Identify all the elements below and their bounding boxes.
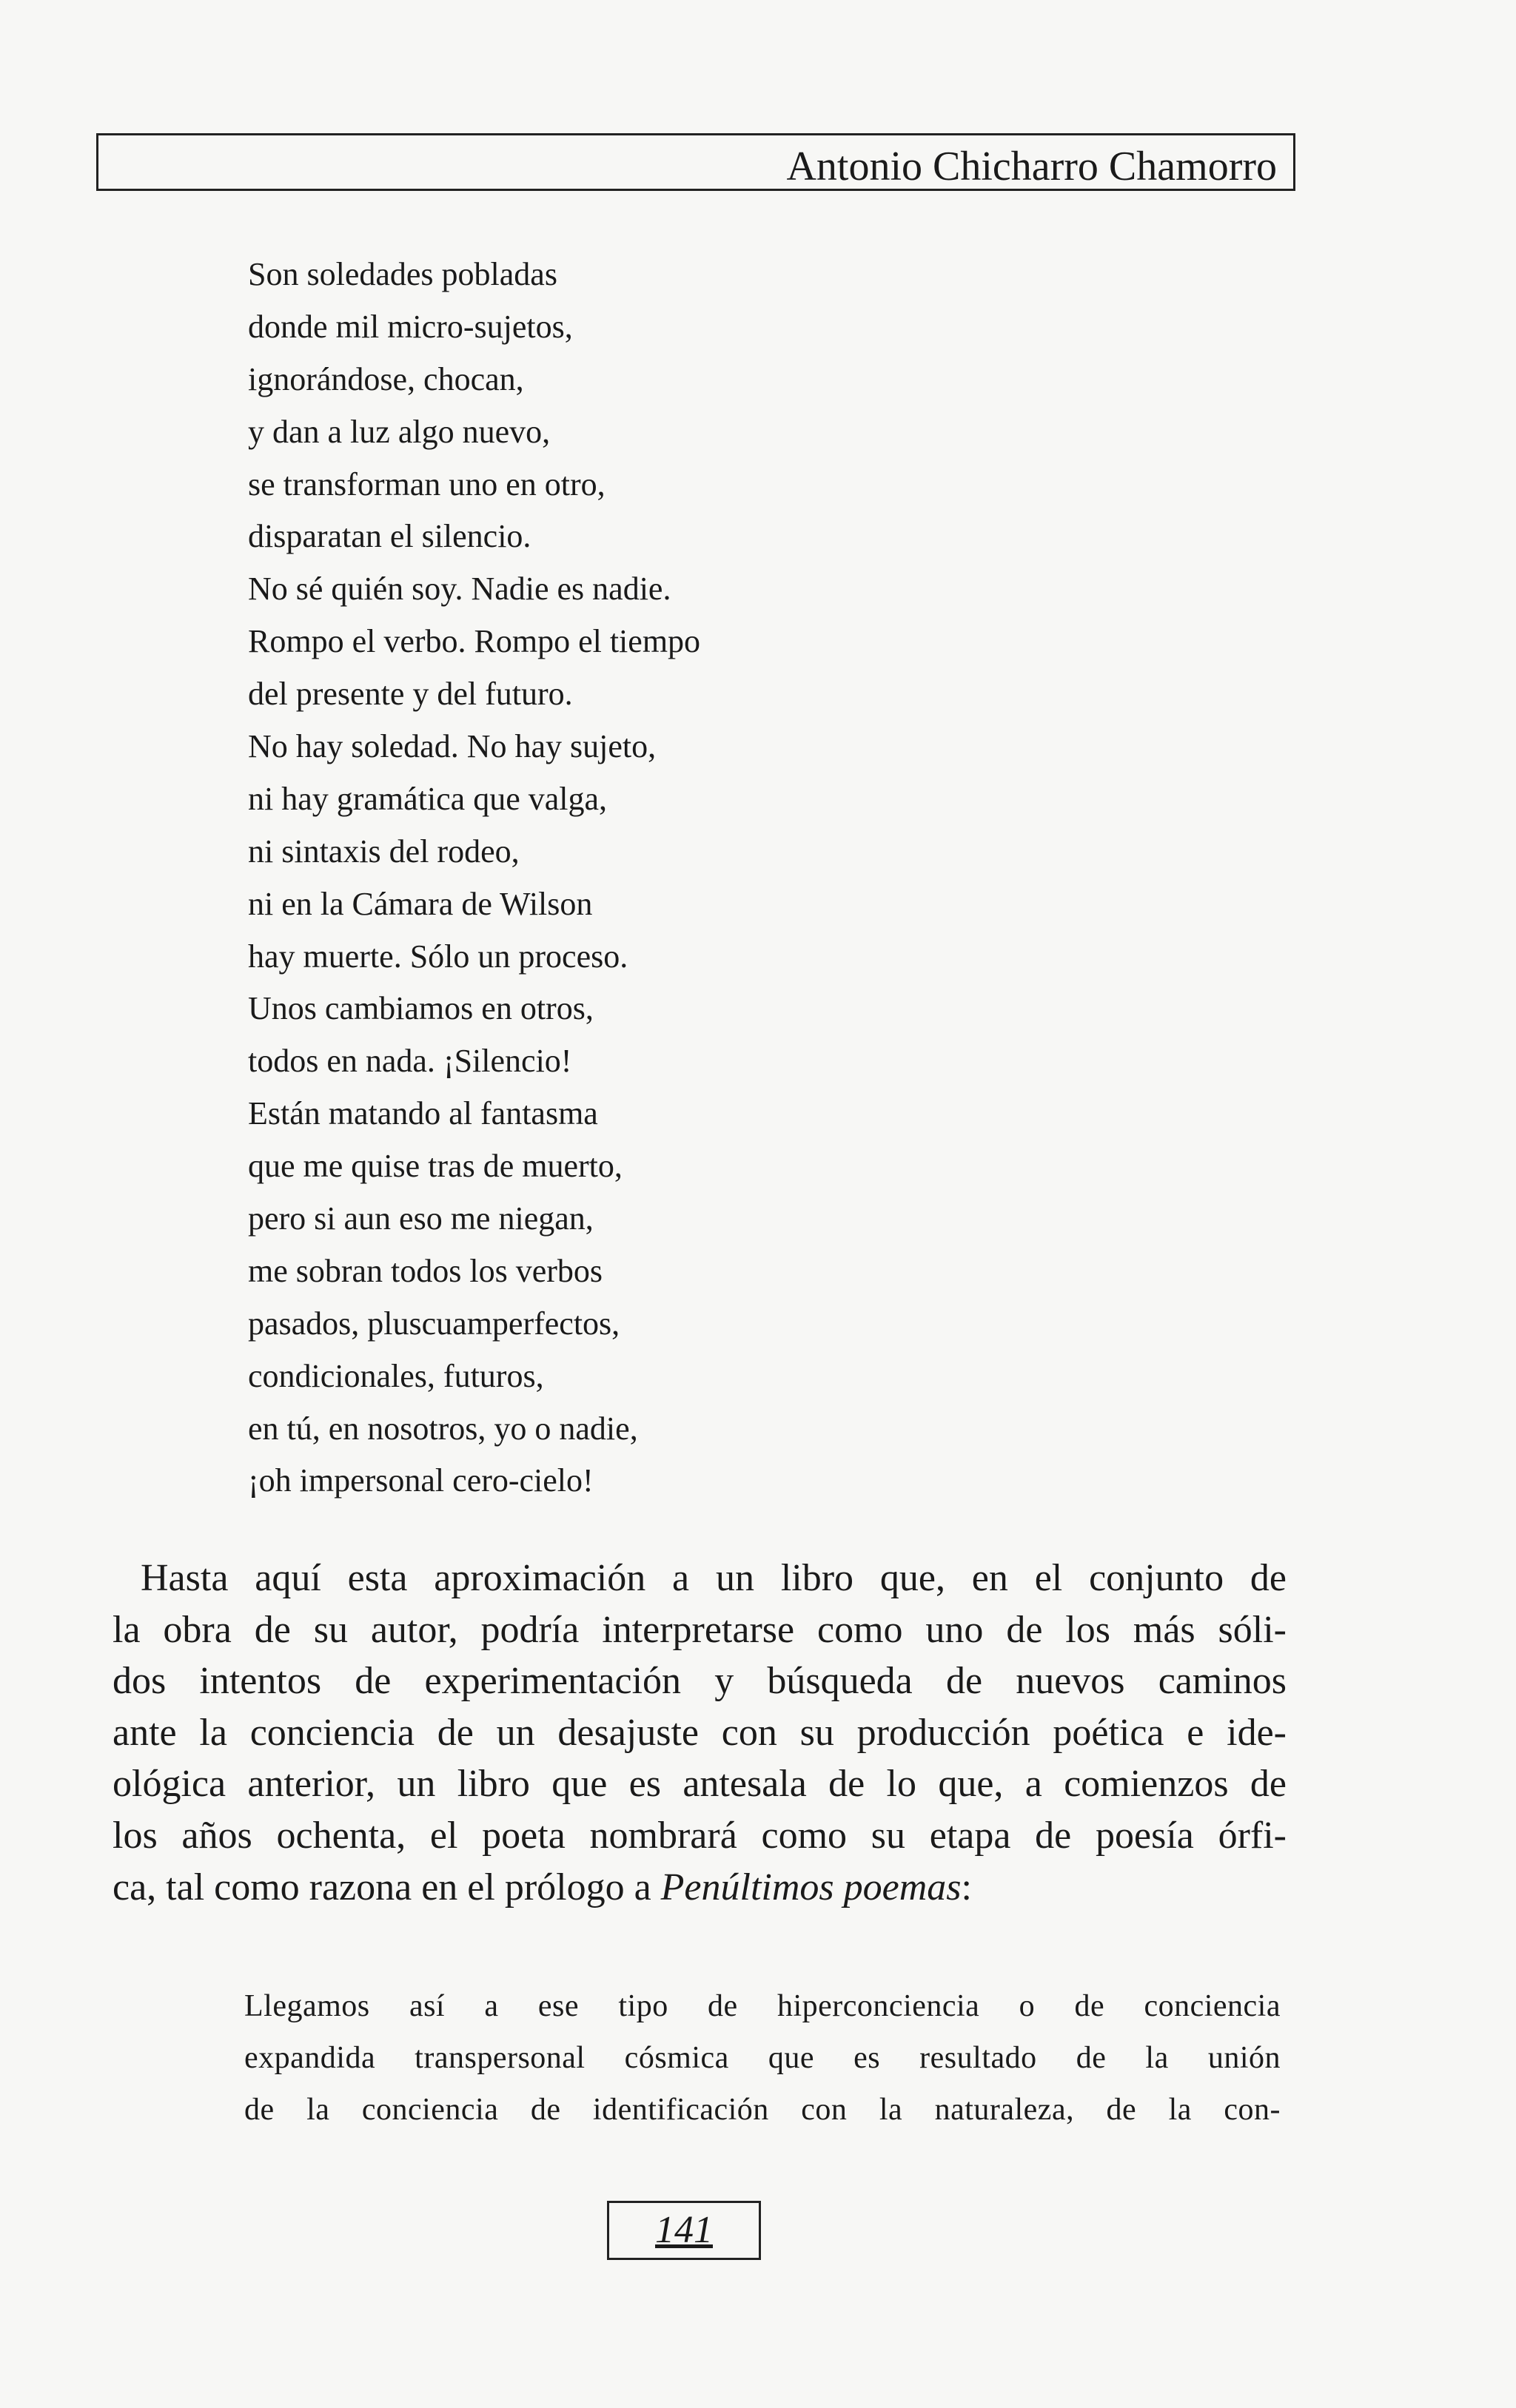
poem-line: Rompo el verbo. Rompo el tiempo bbox=[248, 623, 701, 660]
poem-line: en tú, en nosotros, yo o nadie, bbox=[248, 1410, 638, 1447]
poem-line: Son soledades pobladas bbox=[248, 256, 557, 292]
quote-line: expandida transpersonal cósmica que es resultado de la unión bbox=[244, 2041, 1281, 2075]
poem-line: donde mil micro-sujetos, bbox=[248, 308, 573, 345]
paragraph-last-line-suffix: : bbox=[961, 1866, 972, 1908]
poem-block bbox=[248, 249, 700, 1507]
page-number: 141 bbox=[655, 2209, 713, 2251]
block-quote bbox=[244, 1980, 1281, 2136]
poem-line: No sé quién soy. Nadie es nadie. bbox=[248, 571, 671, 608]
page-number-box bbox=[607, 2201, 761, 2260]
poem-line: No hay soledad. No hay sujeto, bbox=[248, 728, 657, 765]
body-paragraph bbox=[113, 1553, 1287, 1913]
paragraph-line: dos intentos de experimentación y búsqueda de nuevos caminos bbox=[113, 1660, 1287, 1703]
quote-line: Llegamos así a ese tipo de hiperconciencia o de conciencia bbox=[244, 1989, 1281, 2023]
poem-line: Unos cambiamos en otros, bbox=[248, 990, 594, 1027]
poem-line: ¡oh impersonal cero-cielo! bbox=[248, 1462, 594, 1499]
paragraph-line: la obra de su autor, podría interpretarse como uno de los más sóli- bbox=[113, 1608, 1287, 1651]
poem-line: condicionales, futuros, bbox=[248, 1357, 544, 1394]
poem-line: ni sintaxis del rodeo, bbox=[248, 833, 520, 870]
poem-line: me sobran todos los verbos bbox=[248, 1252, 603, 1289]
poem-line: pero si aun eso me niegan, bbox=[248, 1200, 594, 1237]
poem-line: Están matando al fantasma bbox=[248, 1095, 598, 1132]
paragraph-line: Hasta aquí esta aproximación a un libro que, en el conjunto de bbox=[141, 1557, 1287, 1599]
poem-line: ignorándose, chocan, bbox=[248, 360, 524, 397]
poem-line: ni en la Cámara de Wilson bbox=[248, 885, 593, 922]
paragraph-line: ológica anterior, un libro que es antesala de lo que, a comienzos de bbox=[113, 1763, 1287, 1806]
poem-line: disparatan el silencio. bbox=[248, 518, 531, 555]
poem-line: que me quise tras de muerto, bbox=[248, 1148, 623, 1185]
paragraph-last-line-prefix: ca, tal como razona en el prólogo a bbox=[113, 1866, 661, 1908]
poem-line: ni hay gramática que valga, bbox=[248, 780, 608, 817]
poem-line: todos en nada. ¡Silencio! bbox=[248, 1043, 572, 1080]
book-title: Penúltimos poemas bbox=[660, 1866, 962, 1908]
paragraph-line: ante la conciencia de un desajuste con su producción poética e ide- bbox=[113, 1711, 1287, 1754]
paragraph-last-line bbox=[113, 1862, 1287, 1914]
running-header bbox=[96, 133, 1295, 191]
poem-line: hay muerte. Sólo un proceso. bbox=[248, 938, 628, 975]
poem-line: se transforman uno en otro, bbox=[248, 465, 606, 502]
poem-line: y dan a luz algo nuevo, bbox=[248, 413, 551, 450]
running-header-author: Antonio Chicharro Chamorro bbox=[786, 144, 1277, 189]
poem-line: del presente y del futuro. bbox=[248, 676, 573, 713]
poem-line: pasados, pluscuamperfectos, bbox=[248, 1305, 620, 1342]
paragraph-line: los años ochenta, el poeta nombrará como su etapa de poesía órfi- bbox=[113, 1814, 1287, 1857]
quote-line: de la conciencia de identificación con la naturaleza, de la con- bbox=[244, 2093, 1281, 2127]
